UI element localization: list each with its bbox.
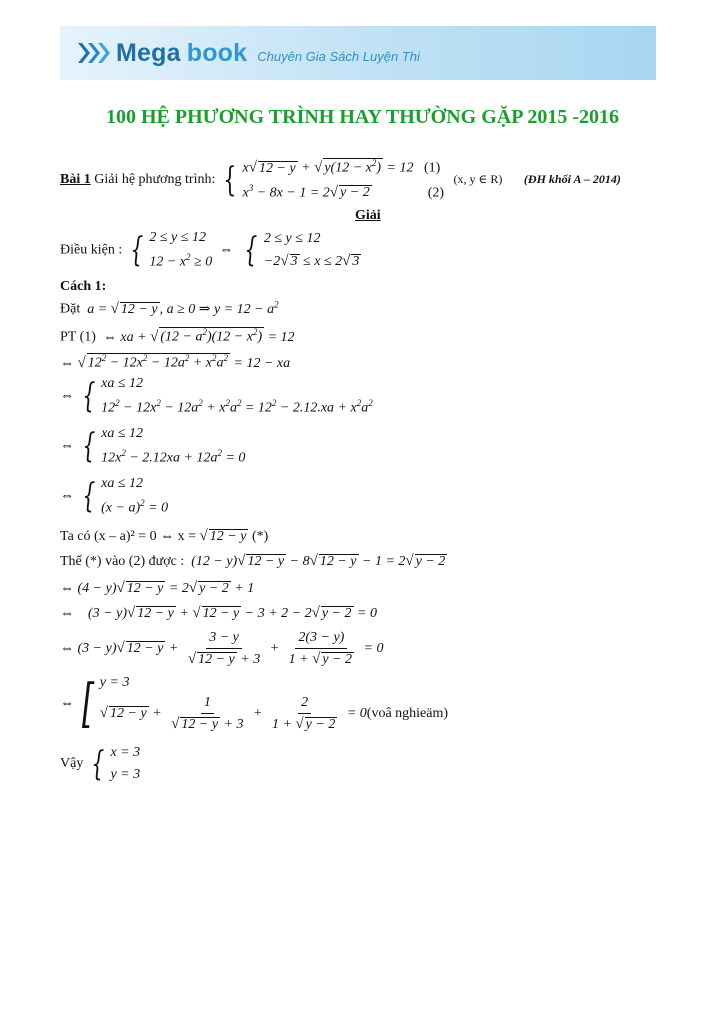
no-solution-note: (voâ nghieäm) (366, 706, 449, 722)
step-3: ⇔ √ $12^2 - 12x^2 - 12a^2 + x^2a^2 = 12$ − xa (60, 353, 291, 371)
step-9: ⇔ (4 − y)√ 12 − y = 2√ y − 2 + 1 (60, 580, 255, 596)
problem-statement (60, 158, 621, 201)
eq1-tag: (1) (424, 160, 441, 176)
step-taco: Ta có (x – a)² = 0 ⇔ x = √ 12 − y (*) (60, 528, 269, 544)
conclusion: Vậy { x = 3 y = 3 (60, 744, 141, 784)
step-10: ⇔ (3 − y)√ 12 − y + √ 12 − y − 3 + 2 − 2√ y − 2 = 0 (60, 605, 377, 621)
equation-system: { x√ 12 − y + √ $y(12 - x^2) = 12$ (1) $x^3 - 8x - 1 = 2√$ y − 2 (2) (223, 158, 445, 201)
problem-source: (ĐH khối A – 2014) (523, 171, 621, 186)
brand-name: Mega book (116, 38, 248, 67)
step-5: ⇔ { xa ≤ 12 $12x^2 - 2.12xa + 12a^2 = 0$ (60, 426, 246, 467)
condition-label: Điều kiện : (60, 242, 123, 258)
megabook-logo-icon (76, 41, 112, 65)
brand-tagline: Chuyên Gia Sách Luyện Thi (257, 48, 420, 64)
condition-line: Điều kiện : { 2 ≤ y ≤ 12 $12 - x^2 \ge 0$ ⇔ { 2 ≤ y ≤ 12 −2√ 3 ≤ x ≤ 2√ 3 (60, 230, 360, 271)
eq2-tag: (2) (427, 185, 445, 201)
step-6: ⇔ { xa ≤ 12 $(x - a)^2 = 0$ (60, 476, 169, 517)
page-title: 100 HỆ PHƯƠNG TRÌNH HAY THƯỜNG GẶP 2015 -2016 (106, 106, 619, 128)
step-11: ⇔ (3 − y)√ 12 − y + $\frac{3 - y}{√ 12 - y + 3}$ + $\frac{2(3 - y)}{1 + √ y - 2}$ = 0 (60, 630, 384, 667)
step-12: ⇔ [ y = 3 √ 12 − y + $\frac{1}{√ 12 - y + 3}$ + $\frac{2}{1 + √ y - 2}$ = 0(voâ nghieäm) (60, 674, 449, 734)
method-label: Cách 1: (60, 279, 107, 294)
header-banner (60, 26, 656, 80)
problem-label: Bài 1 (60, 171, 91, 187)
step-4: ⇔ { xa ≤ 12 $12^2 - 12x^2 - 12a^2 + x^2a^2 = 12^2 - 2.12.xa + x^2a^2$ (60, 376, 373, 417)
step-pt1: PT (1) ⇔ xa + √ $(12 - a^2)(12 - x^2) = 12$ (60, 327, 295, 345)
solution-heading: Giải (355, 208, 381, 223)
step-substitution: Đặt a = √ 12 − y , a ≥ 0 ⇒ $y = 12 - a^2$ (60, 299, 279, 317)
step-the: Thế (*) vào (2) được : (12 − y)√ 12 − y − 8√ 12 − y − 1 = 2√ y − 2 (60, 553, 446, 569)
problem-intro: Giải hệ phương trình: (94, 171, 216, 187)
problem-domain: (x, y ∈ R) (453, 171, 503, 186)
